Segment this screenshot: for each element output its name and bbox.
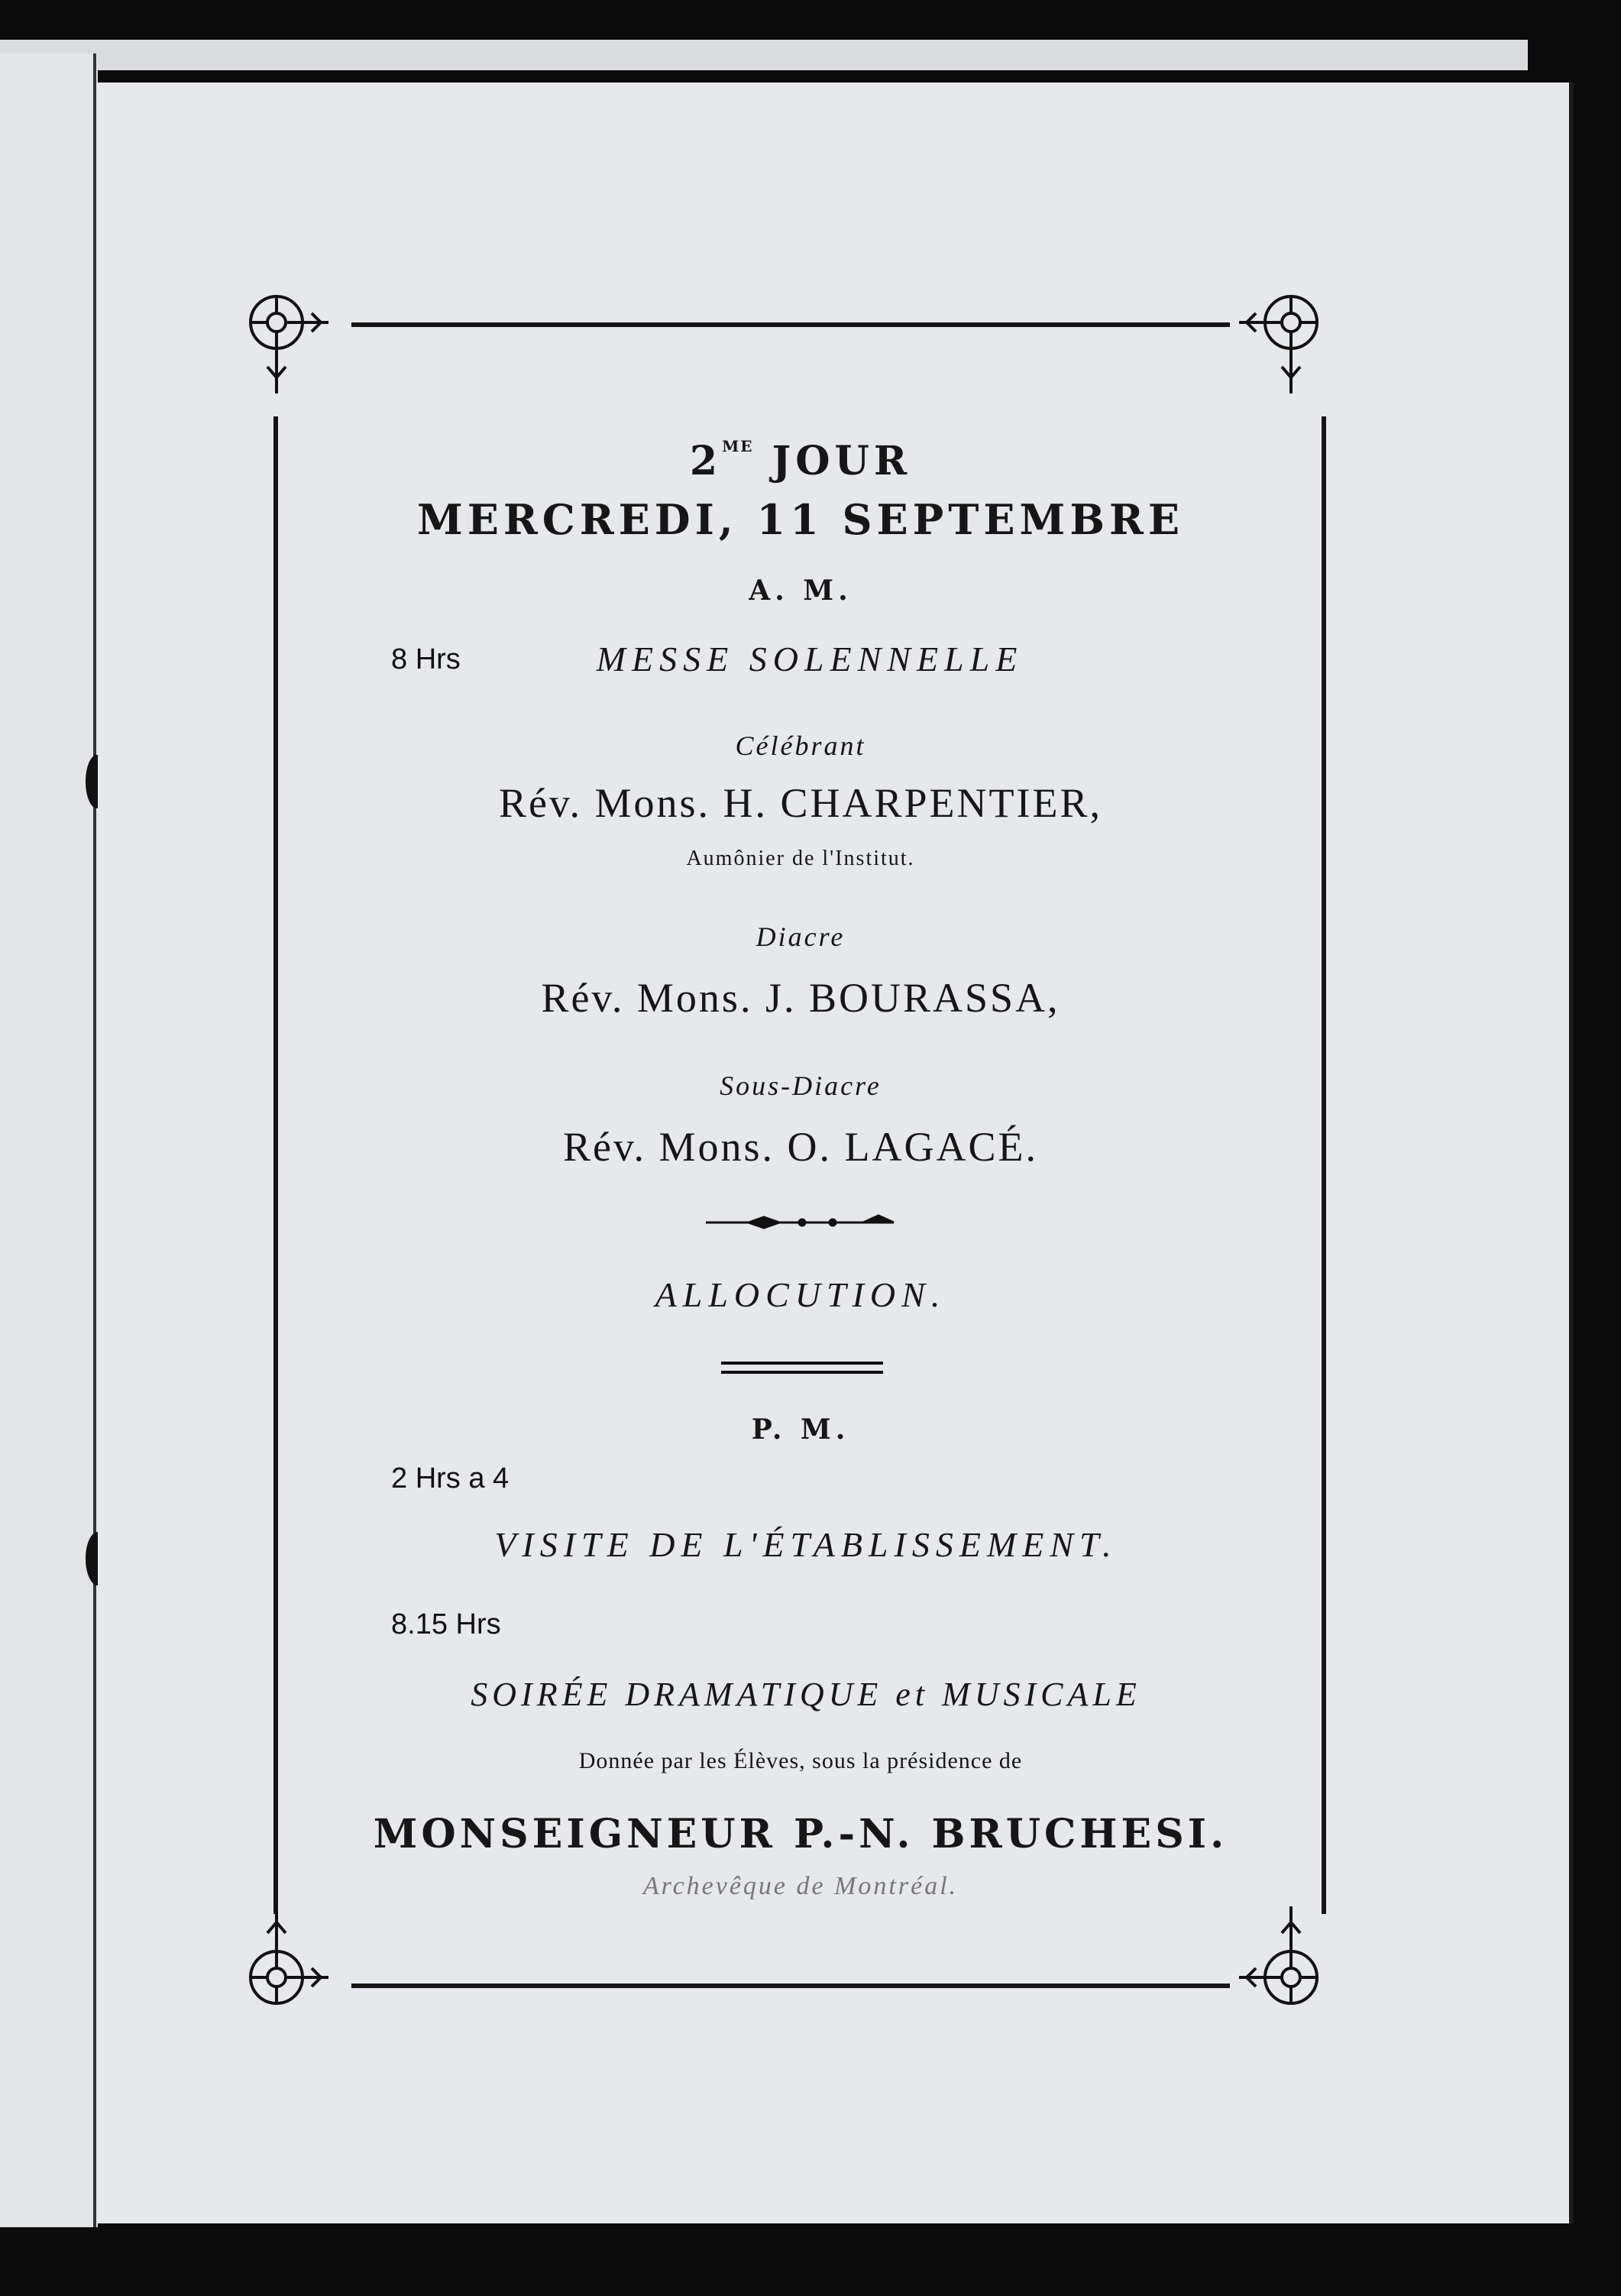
day-number: 2	[689, 438, 723, 484]
event-mass: MESSE SOLENNELLE	[596, 640, 1024, 678]
celebrant-role: Célébrant	[735, 730, 866, 761]
flourish-divider-icon	[703, 1211, 904, 1234]
day-word: JOUR	[772, 438, 912, 484]
rosette-corner-icon	[238, 1903, 330, 2017]
president-name: MONSEIGNEUR P.-N. BRUCHESI.	[373, 1811, 1228, 1857]
facing-page-edge	[0, 53, 98, 2227]
facing-page-rule	[93, 53, 96, 2227]
allocution: ALLOCUTION.	[655, 1275, 946, 1314]
given-by: Donnée par les Élèves, sous la présidence de	[578, 1748, 1023, 1773]
event-visit: VISITE DE L'ÉTABLISSEMENT.	[494, 1525, 1118, 1564]
celebrant-name: Rév. Mons. H. CHARPENTIER,	[498, 780, 1103, 826]
rosette-corner-icon	[1238, 1903, 1329, 2017]
afternoon-label: P. M.	[751, 1414, 850, 1446]
subdeacon-name: Rév. Mons. O. LAGACÉ.	[563, 1124, 1038, 1170]
day-heading	[275, 437, 1326, 484]
rosette-corner-icon	[238, 283, 330, 397]
deacon-name: Rév. Mons. J. BOURASSA,	[541, 975, 1060, 1021]
day-suffix: ME	[722, 437, 754, 455]
scan-top-edge	[0, 40, 1528, 70]
border-bottom	[351, 1983, 1230, 1988]
morning-label: A. M.	[749, 575, 853, 607]
double-rule-divider	[721, 1362, 883, 1374]
celebrant-title: Aumônier de l'Institut.	[686, 847, 915, 870]
border-top	[351, 322, 1230, 327]
time-soiree: 8.15 Hrs	[391, 1608, 501, 1640]
deacon-role: Diacre	[755, 921, 846, 952]
date-heading: MERCREDI, 11 SEPTEMBRE	[416, 495, 1184, 544]
subdeacon-role: Sous-Diacre	[720, 1070, 882, 1101]
president-title: Archevêque de Montréal.	[642, 1872, 959, 1900]
event-soiree: SOIRÉE DRAMATIQUE et MUSICALE	[471, 1676, 1141, 1713]
time-visit: 2 Hrs a 4	[391, 1462, 510, 1495]
time-mass: 8 Hrs	[391, 643, 461, 675]
rosette-corner-icon	[1238, 283, 1329, 397]
